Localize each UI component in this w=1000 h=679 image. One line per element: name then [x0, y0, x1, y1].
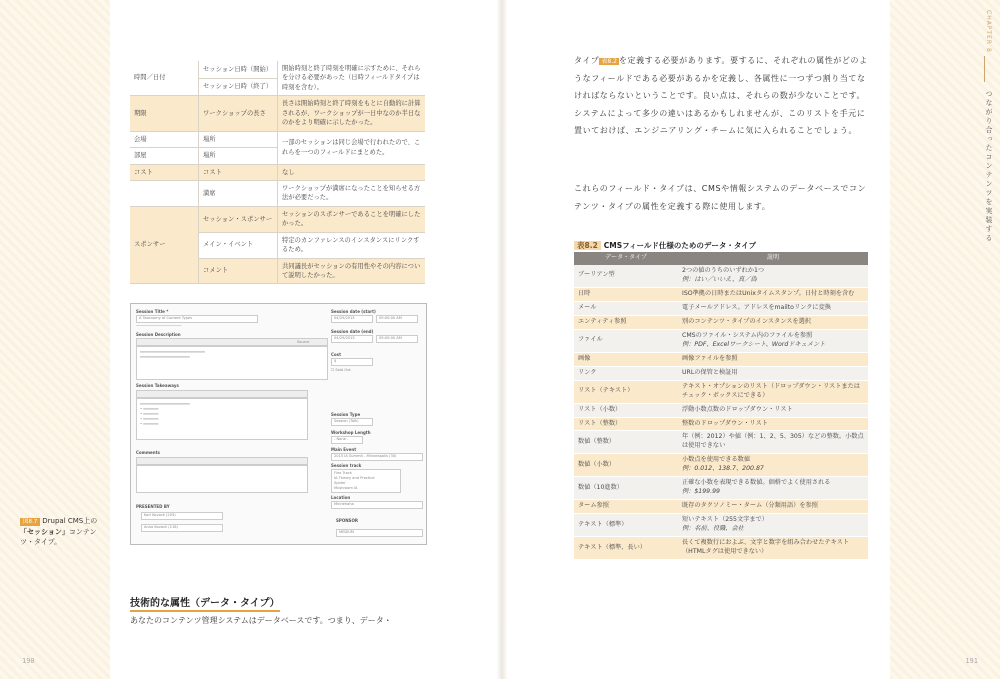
main-event-value: 2015 IA Summit - Minneapolis (30) [334, 454, 397, 458]
paragraph-text: タイプ [574, 56, 600, 65]
cost-field [331, 358, 373, 366]
table-cell-group [130, 180, 199, 206]
table-cell-note: 特定のカンファレンスのインスタンスにリンクするため。 [278, 232, 426, 258]
table-cell-note: 一部のセッションは同じ会場で行われたので、これらを一つのフィールドにまとめた。 [278, 131, 426, 164]
location-label: Location [331, 495, 351, 500]
table-cell-group: 期限 [130, 96, 199, 131]
date-start-value: 04/29/2015 [334, 316, 355, 320]
figure-tag: 図8.7 [20, 518, 40, 526]
description-text: 既存のタクソノミー・ターム（分類用語）を参照 [682, 502, 818, 510]
table-row [574, 514, 868, 537]
table-row [130, 206, 425, 232]
drupal-screenshot-figure [130, 303, 427, 545]
data-type-cell: 数値（小数） [574, 454, 678, 477]
table-cell-field: セッション日時（開始） [199, 61, 278, 78]
workshop-length-label: Workshop Length [331, 430, 371, 435]
cost-value: $ [334, 359, 337, 363]
source-button-label: Source [297, 339, 310, 344]
description-text: 小数点を使用できる数値 [682, 456, 751, 464]
description-text: テキスト・オプションのリスト（ドロップダウン・リストまたはチェック・ボックスにできる） [682, 382, 860, 399]
table-row [130, 96, 425, 131]
right-body-paragraph-2: これらのフィールド・タイプは、CMSや情報システムのデータベースでコンテンツ・タイプの属性を定義する際に使用します。 [574, 184, 867, 211]
description-text: URLの保管と検証用 [682, 368, 738, 376]
data-type-cell: テキスト（標準、長い） [574, 537, 678, 560]
data-type-cell: リスト（小数） [574, 403, 678, 417]
date-end-value: 04/29/2015 [334, 336, 355, 340]
time-end-field [376, 335, 418, 343]
table-cell-note: 共同議長がセッションの有用性やその内容について説明したかった。 [278, 258, 426, 284]
table-cell-field: コメント [199, 258, 278, 284]
example-text: 例：$199.99 [682, 488, 720, 496]
session-type-select [331, 418, 373, 426]
table-row [574, 403, 868, 417]
data-type-cell: エンティティ参照 [574, 315, 678, 329]
sponsor-label: SPONSOR [336, 518, 358, 523]
figure-caption-text1: Drupal CMS上の [42, 517, 98, 525]
table-row [574, 431, 868, 454]
description-cell [678, 500, 868, 514]
table-row [130, 164, 425, 180]
example-text: 例：名前、役職、会社 [682, 525, 744, 533]
table-cell-field: コスト [199, 164, 278, 180]
chapter-divider [984, 56, 985, 82]
description-cell [678, 514, 868, 537]
left-body-text: あなたのコンテンツ管理システムはデータベースです。つまり、データ・ [130, 616, 392, 625]
table-cell-note: セッションのスポンサーであることを明確にしたかった。 [278, 206, 426, 232]
description-text: 年（例：2012）や値（例：1、2、5、305）などの整数。小数点は使用できない [682, 433, 864, 450]
table-row [574, 315, 868, 329]
location-value: Minnehaha [334, 502, 354, 506]
session-takeaways-label: Session Takeaways [136, 383, 179, 388]
editor-toolbar [136, 338, 328, 346]
description-cell [678, 454, 868, 477]
table-tag: 表8.2 [574, 241, 601, 250]
data-types-body [574, 265, 868, 560]
description-cell [678, 477, 868, 500]
table-cell-note: ワークショップが満席になったことを知らせる方法が必要だった。 [278, 180, 426, 206]
table-cell-field: 場所 [199, 148, 278, 164]
description-text: 画像ファイルを参照 [682, 354, 738, 362]
description-text: 正確な小数を表現できる数値。価格でよく使用される [682, 479, 831, 487]
cost-label: Cost [331, 352, 341, 357]
table-cell-field: セッション・スポンサー [199, 206, 278, 232]
table-cell-field: 場所 [199, 131, 278, 147]
table-row [574, 380, 868, 403]
table-cell-note: なし [278, 164, 426, 180]
time-start-value: 09:00:00 AM [379, 316, 402, 320]
presented-by-label: PRESENTED BY [136, 504, 170, 509]
presenter-value: Kari Kovack (203) [144, 513, 176, 517]
section-heading: 技術的な属性（データ・タイプ） [130, 594, 280, 612]
right-page-number: 191 [965, 657, 978, 665]
track-option: Mushroom IA [334, 486, 358, 490]
session-track-list [331, 469, 401, 493]
main-event-label: Main Event [331, 447, 357, 452]
editor-toolbar [136, 457, 308, 465]
date-start-label: Session date (start) [331, 309, 376, 314]
table-header-row [574, 252, 868, 265]
data-type-cell: 画像 [574, 352, 678, 366]
track-option: IA Theory and Practice [334, 476, 375, 480]
session-track-label: Session track [331, 463, 362, 468]
table-row [130, 61, 425, 78]
description-cell [678, 417, 868, 431]
table-title-text: CMSフィールド仕様のためのデータ・タイプ [603, 241, 757, 250]
description-cell [678, 265, 868, 287]
attribute-table [130, 61, 425, 284]
session-title-label: Session Title * [136, 309, 169, 314]
data-type-cell: リスト（整数） [574, 417, 678, 431]
time-start-field [376, 315, 418, 323]
table-cell-field: セッション日時（終了） [199, 78, 278, 96]
table-cell-group: 会場 [130, 131, 199, 147]
table-cell-field: 満席 [199, 180, 278, 206]
session-title-value: A Taxonomy of Content Types [139, 316, 193, 320]
description-text: 2つの値のうちのいずれか1つ [682, 266, 765, 274]
description-cell [678, 537, 868, 560]
description-cell [678, 329, 868, 352]
table-row [574, 417, 868, 431]
table-reference: 表8.2 [601, 58, 617, 65]
table-row [574, 454, 868, 477]
description-text: ISO準拠の日時またはUnixタイムスタンプ。日付と時刻を含む [682, 289, 855, 297]
description-text: 整数のドロップダウン・リスト [682, 419, 768, 427]
table-row [574, 329, 868, 352]
example-text: 例：はい／いいえ、真／偽 [682, 275, 757, 283]
table-cell-note: 長さは開始時刻と終了時刻をもとに自動的に計算されるが、ワークショップが一日中なのか半日なのかをより明確に示したかった。 [278, 96, 426, 131]
description-cell [678, 301, 868, 315]
table-cell-note: 開始時刻と終了時刻を明確に示すために、それらを分ける必要があった（日時フィールドタイプは時刻を含む）。 [278, 61, 426, 96]
book-gutter [497, 0, 507, 679]
data-type-cell: リンク [574, 366, 678, 380]
session-title-field [136, 315, 258, 323]
location-field [331, 501, 423, 509]
track-option: Flex Track [334, 471, 352, 475]
table-cell-field: メイン・イベント [199, 232, 278, 258]
table-row [574, 287, 868, 301]
track-option: Spider [334, 481, 346, 485]
data-types-table [574, 252, 868, 560]
data-type-cell: メール [574, 301, 678, 315]
description-cell [678, 352, 868, 366]
date-end-label: Session date (end) [331, 329, 374, 334]
workshop-length-select [331, 436, 363, 444]
table-row [574, 352, 868, 366]
table-cell-group: 時間／日付 [130, 61, 199, 96]
description-cell [678, 315, 868, 329]
data-type-cell: ファイル [574, 329, 678, 352]
right-body-paragraph-1 [574, 52, 872, 140]
data-type-cell: リスト（テキスト） [574, 380, 678, 403]
data-type-cell: 数値（整数） [574, 431, 678, 454]
editor-toolbar [136, 390, 308, 398]
date-end-field [331, 335, 373, 343]
date-start-field [331, 315, 373, 323]
data-type-cell: テキスト（標準） [574, 514, 678, 537]
session-description-label: Session Description [136, 332, 181, 337]
column-header-description: 説明 [678, 252, 868, 265]
table-title [574, 240, 756, 251]
comments-label: Comments [136, 450, 160, 455]
comments-editor [136, 465, 308, 493]
column-header-type: データ・タイプ [574, 252, 678, 265]
description-editor: ══════════════════════════════ ═══════════════════════ [136, 346, 328, 380]
figure-caption-text2: コンテンツ・タイプ。 [20, 527, 97, 546]
description-cell [678, 366, 868, 380]
time-end-value: 09:00:00 AM [379, 336, 402, 340]
session-type-value: Session (Talk) [334, 419, 359, 423]
sponsor-field [336, 529, 423, 537]
presenter-field [141, 512, 223, 520]
workshop-length-value: - None - [334, 437, 349, 441]
description-text: CMSのファイル・システム内のファイルを参照 [682, 331, 813, 339]
example-text: 例：PDF、Excelワークシート、Wordドキュメント [682, 340, 826, 348]
chapter-title-vertical: つながり合ったコンテンツを実装する [985, 90, 993, 243]
left-margin-stripe [0, 0, 110, 679]
example-text: 例：0.012、138.7、200.87 [682, 465, 764, 473]
data-type-cell: 日時 [574, 287, 678, 301]
table-row [574, 301, 868, 315]
description-cell [678, 403, 868, 417]
data-type-cell: ブーリアン型 [574, 265, 678, 287]
chapter-label: CHAPTER 8 [985, 10, 992, 53]
main-event-field [331, 453, 423, 461]
left-page-number: 190 [22, 657, 35, 665]
table-row [574, 366, 868, 380]
table-cell-field: ワークショップの長さ [199, 96, 278, 131]
table-cell-group: コスト [130, 164, 199, 180]
description-text: 長くて複数行におよぶ、文字と数字を組み合わせたテキスト（HTMLタグは使用できない） [682, 539, 850, 556]
description-cell [678, 431, 868, 454]
description-text: 短いテキスト（255文字まで） [682, 516, 768, 524]
description-text: 別のコンテンツ・タイプのインスタンスを選択 [682, 317, 811, 325]
sponsor-value: MEDIUM [339, 530, 354, 534]
sold-out-label: Sold Out [335, 368, 351, 372]
description-cell [678, 287, 868, 301]
description-cell [678, 380, 868, 403]
paragraph-text: を定義する必要があります。要するに、それぞれの属性がどのようなフィールドである必要があるかを定義し、各属性に一つずつ割り当てなければならないということです。良い点は、それらの数が少ないことです。システムによって多少の違いはあるかもしれませんが、このリストを手元に置いておけば、エンジニアリング・チームに気に入られることでしょう。 [574, 56, 868, 136]
sold-out-checkbox: ☐ Sold Out [331, 368, 351, 372]
table-row [574, 265, 868, 287]
table-row [574, 500, 868, 514]
session-type-label: Session Type [331, 412, 361, 417]
table-row [130, 131, 425, 147]
figure-caption [20, 516, 110, 548]
table-row [574, 537, 868, 560]
takeaways-editor: ═══════════════════════ • ═══════ • ═══════ • ═══════ • ═══════ [136, 398, 308, 440]
description-text: 電子メールアドレス。アドレスをmailtoリンクに変換 [682, 303, 831, 311]
data-type-cell: 数値（10進数） [574, 477, 678, 500]
figure-caption-bold: 「セッション」 [20, 527, 69, 536]
data-type-cell: ターム参照 [574, 500, 678, 514]
table-row [574, 477, 868, 500]
title-help-text: ───────────────────── [136, 324, 182, 328]
presenter-field [141, 524, 223, 532]
presenter-value: Anna Kovack (218) [144, 525, 178, 529]
table-cell-group: 部屋 [130, 148, 199, 164]
table-cell-group: スポンサー [130, 206, 199, 284]
table-row [130, 180, 425, 206]
description-text: 浮動小数点数のドロップダウン・リスト [682, 405, 793, 413]
